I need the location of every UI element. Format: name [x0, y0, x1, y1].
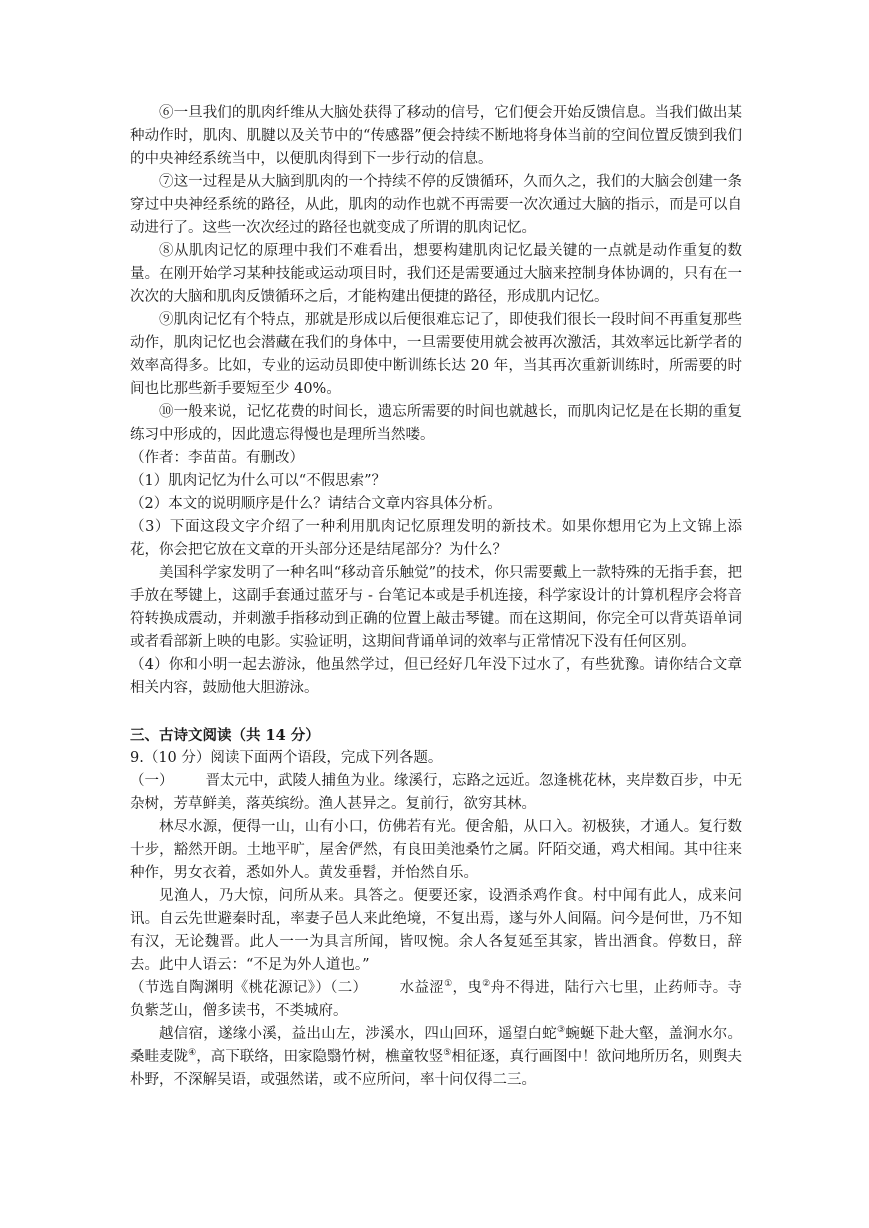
passage-1-text: 晋太元中，武陵人捕鱼为业。缘溪行，忘路之远近。忽逢桃花林，夹岸数百步，中无杂树，芳草鲜美，落英缤纷。渔人甚异之。复前行，欲穷其林。 [130, 773, 742, 812]
question-9: 9.（10 分）阅读下面两个语段，完成下列各题。 [130, 750, 443, 766]
passage-2-text: 舟不得进，陆行六七里，止药师寺。寺负紫芝山，僧多读书，不类城府。 [130, 980, 743, 1019]
passage-2-text: ，曳 [452, 980, 483, 996]
section-gap [130, 700, 742, 724]
question-2: （2）本文的说明顺序是什么？请结合文章内容具体分析。 [130, 496, 502, 512]
passage-2-first [130, 977, 742, 1023]
passage-2-text: 相征逐，真行画图中！欲问地所历名，则舆夫朴野，不深解吴语，或强然诺，或不应所问，率十问仅得二三。 [130, 1049, 743, 1088]
passage-2-text: 水益涩 [399, 980, 445, 996]
passage-1-source: （节选自陶渊明《桃花源记》） [130, 980, 331, 996]
passage-2-text: 越信宿，遂缘小溪，益出山左，涉溪水，四山回环，遥望白蛇 [159, 1026, 558, 1042]
footnote-mark: ② [482, 979, 491, 990]
paragraph-10: ⑩一般来说，记忆花费的时间长，遗忘所需要的时间也就越长，而肌肉记忆是在长期的重复练习中形成的，因此遗忘得慢也是理所当然喽。 [130, 404, 742, 443]
document-content [130, 102, 742, 1092]
section-heading: 三、古诗文阅读（共 14 分） [130, 727, 320, 744]
passage-1-label: （一） [130, 773, 174, 789]
passage-2-label: （二） [330, 980, 368, 996]
insert-passage: 美国科学家发明了一种名叫“移动音乐触觉”的技术，你只需要戴上一款特殊的无指手套，把手放在琴键上，这副手套通过蓝牙与 - 台笔记本或是手机连接，科学家设计的计算机程序会将音符转换成震动，并刺激手指移动到正确的位置上敲击琴键。而在这期间，你完全可以背英语单词或者看部新上映的电影。实验证明，这期间背诵单词的效率与正常情况下没有任何区别。 [130, 565, 742, 650]
footnote-mark: ⑤ [443, 1048, 452, 1059]
footnote-mark: ③ [557, 1025, 566, 1036]
question-4: （4）你和小明一起去游泳，他虽然学过，但已经好几年没下过水了，有些犹豫。请你结合文章相关内容，鼓励他大胆游泳。 [130, 657, 742, 696]
passage-2-paragraph [130, 1023, 742, 1092]
paragraph-8: ⑧从肌肉记忆的原理中我们不难看出，想要构建肌肉记忆最关键的一点就是动作重复的数量。在刚开始学习某种技能或运动项目时，我们还是需要通过大脑来控制身体协调的，只有在一次次的大脑和肌肉反馈循环之后，才能构建出便捷的路径，形成肌内记忆。 [130, 243, 742, 305]
footnote-mark: ④ [188, 1048, 197, 1059]
article-source: （作者：李苗苗。有删改） [130, 450, 304, 466]
passage-1-paragraph: 林尽水源，便得一山，山有小口，仿佛若有光。便舍船，从口入。初极狭，才通人。复行数十步，豁然开朗。土地平旷，屋舍俨然，有良田美池桑竹之属。阡陌交通，鸡犬相闻。其中往来种作，男女衣着，悉如外人。黄发垂髫，并怡然自乐。 [130, 819, 742, 881]
passage-2-text: 蜿蜒下赴大壑，盖涧水尔。桑畦麦陇 [130, 1026, 743, 1065]
footnote-mark: ① [444, 979, 453, 990]
question-1: （1）肌肉记忆为什么可以“不假思索”？ [130, 473, 387, 489]
paragraph-9: ⑨肌肉记忆有个特点，那就是形成以后便很难忘记了，即使我们很长一段时间不再重复那些动作，肌肉记忆也会潜藏在我们的身体中，一旦需要使用就会被再次激活，其效率远比新学者的效率高得多。比如，专业的运动员即使中断训练长达 20 年，当其再次重新训练时，所需要的时间也比那些新手要短至少 40%。 [130, 312, 742, 397]
passage-1-paragraph: 见渔人，乃大惊，问所从来。具答之。便要还家，设酒杀鸡作食。村中闻有此人，成来问讯。自云先世避秦时乱，率妻子邑人来此绝境，不复出焉，遂与外人间隔。问今是何世，乃不知有汉，无论魏晋。此人一一为具言所闻，皆叹惋。余人各复延至其家，皆出酒食。停数日，辞去。此中人语云：“不足为外人道也。” [130, 888, 742, 973]
paragraph-6: ⑥一旦我们的肌肉纤维从大脑处获得了移动的信号，它们便会开始反馈信息。当我们做出某种动作时，肌肉、肌腱以及关节中的“传感器”便会持续不断地将身体当前的空间位置反馈到我们的中央神经系统当中，以便肌肉得到下一步行动的信息。 [130, 105, 742, 167]
question-3: （3）下面这段文字介绍了一种利用肌肉记忆原理发明的新技术。如果你想用它为上文锦上添花，你会把它放在文章的开头部分还是结尾部分？为什么？ [130, 519, 742, 558]
passage-2-text: ，高下联络，田家隐翳竹树，樵童牧竖 [196, 1049, 444, 1065]
paragraph-7: ⑦这一过程是从大脑到肌肉的一个持续不停的反馈循环，久而久之，我们的大脑会创建一条穿过中央神经系统的路径，从此，肌肉的动作也就不再需要一次次通过大脑的指示，而是可以自动进行了。这些一次次经过的路径也就变成了所谓的肌肉记忆。 [130, 174, 742, 236]
passage-1-first [130, 770, 742, 816]
